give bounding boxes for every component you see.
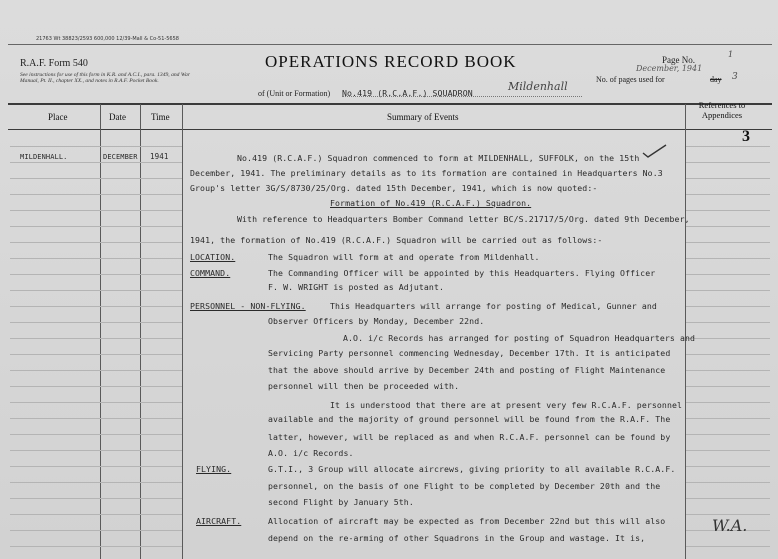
ruled-line	[686, 274, 770, 275]
ruled-line	[686, 210, 770, 211]
summary-line: The Squadron will form at and operate from Mildenhall.	[268, 252, 540, 262]
ruled-line	[10, 386, 182, 387]
check-mark	[642, 143, 668, 157]
col-date: Date	[109, 112, 126, 122]
ruled-line	[10, 466, 182, 467]
top-rule	[8, 44, 772, 45]
ruled-line	[686, 242, 770, 243]
ruled-line	[10, 434, 182, 435]
summary-line: personnel, on the basis of one Flight to be completed by December 20th and the	[268, 481, 661, 491]
ruled-line	[10, 370, 182, 371]
unit-handwritten: Mildenhall	[508, 80, 568, 93]
summary-line: Allocation of aircraft may be expected as from December 22nd but this will also	[268, 516, 666, 526]
summary-line: With reference to Headquarters Bomber Command letter BC/S.21717/5/Org. dated 9th December,	[237, 214, 690, 224]
unit-dotted-line	[342, 96, 582, 98]
col-divider-date	[100, 104, 101, 559]
ruled-line	[686, 546, 770, 547]
ruled-line	[686, 514, 770, 515]
col-divider-references	[685, 104, 686, 559]
ruled-line	[686, 386, 770, 387]
ruled-line	[10, 178, 182, 179]
ruled-line	[686, 226, 770, 227]
pages-used-label: No. of pages used for	[596, 75, 665, 84]
section-label-location: LOCATION.	[190, 252, 236, 262]
summary-line: Servicing Party personnel commencing Wednesday, December 17th. It is anticipated	[268, 348, 671, 358]
summary-line: that the above should arrive by December 24th and posting of Flight Maintenance	[268, 365, 666, 375]
entry-place: MILDENHALL.	[20, 153, 68, 161]
ruled-line	[686, 466, 770, 467]
ruled-line	[686, 450, 770, 451]
page-no-label: Page No.	[662, 55, 695, 65]
ruled-line	[686, 162, 770, 163]
section-label-aircraft: AIRCRAFT.	[196, 516, 242, 526]
summary-line: A.O. i/c Records.	[268, 448, 354, 458]
col-summary: Summary of Events	[387, 112, 459, 122]
col-place: Place	[48, 112, 68, 122]
summary-line: G.T.I., 3 Group will allocate aircrews, giving priority to all available R.C.A.F.	[268, 464, 676, 474]
ruled-line	[686, 402, 770, 403]
col-references: References to Appendices	[698, 100, 746, 120]
summary-line: The Commanding Officer will be appointed by this Headquarters. Flying Officer	[268, 268, 656, 278]
summary-line: available and the majority of ground personnel will be found from the R.A.F. The	[268, 414, 671, 424]
ruled-line	[10, 162, 182, 163]
pages-used-struck: day	[710, 75, 722, 84]
entry-date: DECEMBER	[103, 153, 138, 161]
ruled-line	[686, 498, 770, 499]
ruled-line	[10, 242, 182, 243]
ruled-line	[686, 178, 770, 179]
ruled-line	[686, 482, 770, 483]
ruled-line	[10, 226, 182, 227]
col-time: Time	[151, 112, 170, 122]
ruled-line	[686, 306, 770, 307]
summary-line: December, 1941. The preliminary details as to its formation are contained in Headquarters No.3	[190, 168, 663, 178]
ruled-line	[686, 146, 770, 147]
ruled-line	[10, 338, 182, 339]
ruled-line	[686, 194, 770, 195]
summary-line: This Headquarters will arrange for posting of Medical, Gunner and	[330, 301, 657, 311]
ruled-line	[10, 354, 182, 355]
column-header-rule	[8, 129, 772, 130]
page-title: OPERATIONS RECORD BOOK	[265, 52, 517, 71]
ruled-line	[10, 514, 182, 515]
summary-line: 1941, the formation of No.419 (R.C.A.F.) Squadron will be carried out as follows:-	[190, 235, 603, 245]
ruled-line	[686, 370, 770, 371]
unit-label: of (Unit or Formation)	[258, 89, 331, 98]
ruled-line	[10, 306, 182, 307]
form-instructions: See instructions for use of this form in K.R. and A.C.I., para. 1349, and War Manual, Pt. II., chapter XX., and notes in R.A.F. Pocket Book.	[20, 72, 190, 85]
summary-line: Group's letter 3G/S/8730/25/Org. dated 15th December, 1941, which is now quoted:-	[190, 183, 598, 193]
summary-line: second Flight by January 5th.	[268, 497, 414, 507]
entry-time: 1941	[150, 152, 169, 161]
ruled-line	[10, 546, 182, 547]
summary-line: It is understood that there are at present very few R.C.A.F. personnel	[330, 400, 683, 410]
ruled-line	[10, 274, 182, 275]
col-divider-summary	[182, 104, 183, 559]
form-number: R.A.F. Form 540	[20, 58, 88, 69]
section-label-personnel: PERSONNEL - NON-FLYING.	[190, 301, 306, 311]
signature: W.A.	[712, 516, 748, 535]
header-rule	[8, 103, 772, 105]
ruled-line	[10, 322, 182, 323]
ruled-line	[686, 322, 770, 323]
summary-line: F. W. WRIGHT is posted as Adjutant.	[268, 282, 445, 292]
summary-line: latter, however, will be replaced as and when R.C.A.F. personnel can be found by	[268, 432, 671, 442]
pages-used-value: 3	[732, 72, 738, 82]
ruled-line	[10, 210, 182, 211]
ruled-line	[686, 354, 770, 355]
ruled-line	[10, 530, 182, 531]
ruled-line	[10, 402, 182, 403]
ruled-line	[10, 482, 182, 483]
ruled-line	[10, 418, 182, 419]
ruled-line	[10, 258, 182, 259]
ruled-line	[686, 434, 770, 435]
print-code: 21763 Wt 38823/2593 600,000 12/39-Mall & Co-51-5658	[36, 36, 179, 42]
section-label-command: COMMAND.	[190, 268, 231, 278]
summary-line: depend on the re-arming of other Squadrons in the Group and wastage. It is,	[268, 533, 646, 543]
ruled-line	[686, 258, 770, 259]
ruled-line	[10, 146, 182, 147]
ruled-line	[10, 194, 182, 195]
summary-line: No.419 (R.C.A.F.) Squadron commenced to form at MILDENHALL, SUFFOLK, on the 15th	[237, 153, 640, 163]
ruled-line	[10, 498, 182, 499]
unit-value: No.419 (R.C.A.F.) SQUADRON	[342, 88, 473, 98]
section-label-flying: FLYING.	[196, 464, 232, 474]
summary-line: Observer Officers by Monday, December 22nd.	[268, 316, 485, 326]
ruled-line	[686, 418, 770, 419]
col-divider-time	[140, 104, 141, 559]
ruled-line	[10, 290, 182, 291]
ruled-line	[10, 450, 182, 451]
month-handwritten: December, 1941	[636, 64, 703, 73]
entry-reference: 3	[742, 128, 750, 145]
page-no-value: 1	[728, 50, 734, 59]
ruled-line	[686, 290, 770, 291]
ruled-line	[686, 338, 770, 339]
summary-line: A.O. i/c Records has arranged for posting of Squadron Headquarters and	[343, 333, 696, 343]
summary-heading: Formation of No.419 (R.C.A.F.) Squadron.	[330, 198, 532, 208]
summary-line: personnel will then be proceeded with.	[268, 381, 460, 391]
